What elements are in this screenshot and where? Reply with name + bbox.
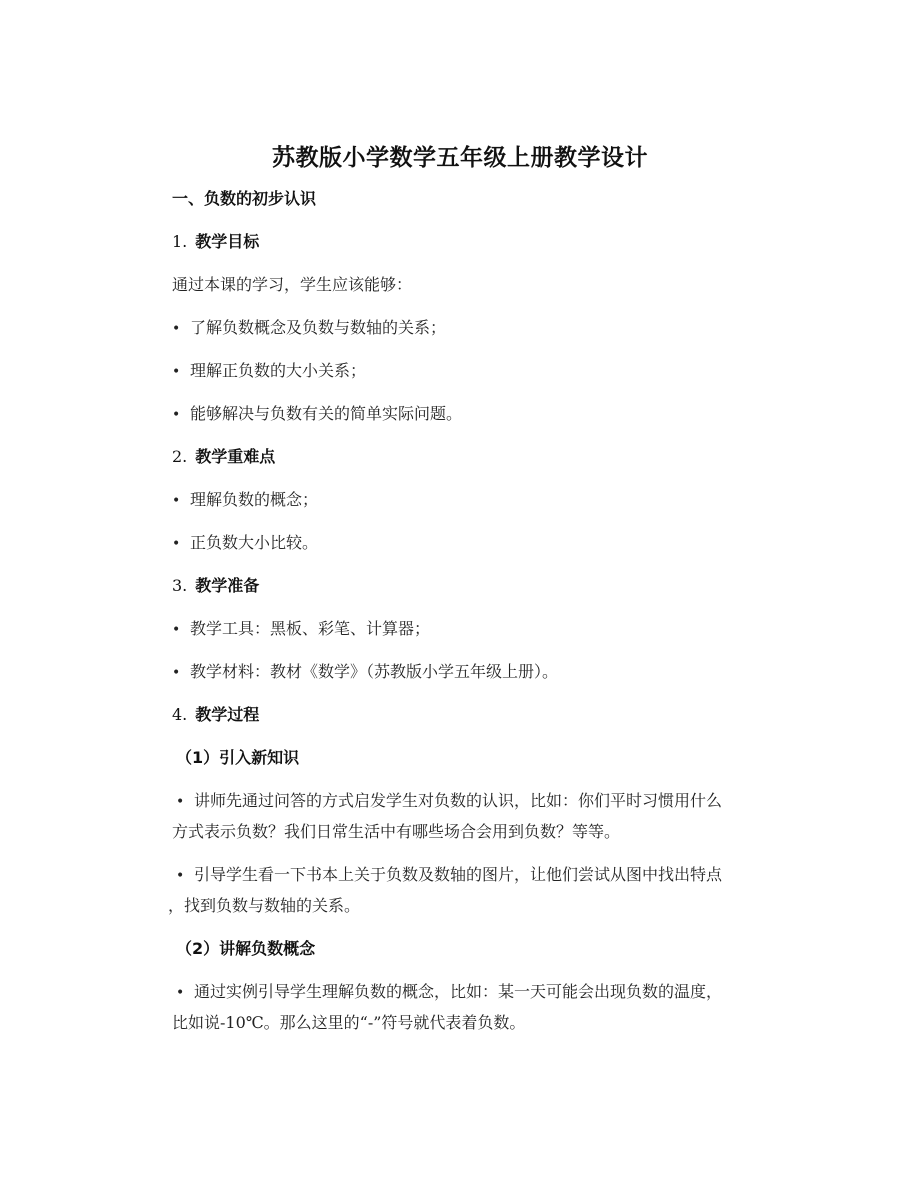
list-item-text: 教学工具：黑板、彩笔、计算器； bbox=[190, 619, 431, 638]
list-item-text: 理解负数的概念； bbox=[190, 490, 319, 509]
heading-label: 教学目标 bbox=[195, 232, 260, 251]
heading-number: 3. bbox=[172, 576, 188, 595]
bullet-icon: • bbox=[176, 985, 185, 1001]
paragraph-continuation: 方式表示负数？我们日常生活中有哪些场合会用到负数？等等。 bbox=[172, 822, 621, 841]
list-item bbox=[172, 360, 366, 383]
list-item-text: 理解正负数的大小关系； bbox=[190, 361, 367, 380]
heading-label: 教学过程 bbox=[195, 705, 260, 724]
bullet-icon: • bbox=[172, 536, 181, 552]
list-item-text: 正负数大小比较。 bbox=[190, 533, 319, 552]
section-heading-negative-numbers: 一、负数的初步认识 bbox=[172, 189, 317, 208]
heading-number: 1. bbox=[172, 232, 188, 251]
paragraph-text: 通过实例引导学生理解负数的概念，比如：某一天可能会出现负数的温度， bbox=[194, 982, 723, 1001]
heading-label: 教学准备 bbox=[195, 576, 260, 595]
bullet-icon: • bbox=[172, 665, 181, 681]
list-item bbox=[172, 532, 318, 555]
list-item bbox=[172, 661, 558, 684]
paragraph-line bbox=[176, 864, 722, 887]
subheading-explain-negative-concept: （2）讲解负数概念 bbox=[176, 939, 316, 958]
list-item-text: 了解负数概念及负数与数轴的关系； bbox=[190, 318, 447, 337]
paragraph-line bbox=[176, 981, 722, 1004]
bullet-icon: • bbox=[172, 493, 181, 509]
bullet-icon: • bbox=[172, 364, 181, 380]
bullet-icon: • bbox=[176, 794, 185, 810]
heading-number: 4. bbox=[172, 705, 188, 724]
list-item bbox=[172, 403, 462, 426]
list-item bbox=[172, 489, 318, 512]
paragraph-line bbox=[176, 790, 722, 813]
objectives-intro: 通过本课的学习，学生应该能够： bbox=[172, 275, 413, 294]
subheading-introduce-knowledge: （1）引入新知识 bbox=[176, 748, 300, 767]
paragraph-text: 讲师先通过问答的方式启发学生对负数的认识，比如：你们平时习惯用什么 bbox=[194, 791, 723, 810]
list-item bbox=[172, 618, 430, 641]
heading-objectives bbox=[172, 231, 259, 253]
heading-number: 2. bbox=[172, 447, 188, 466]
heading-key-points bbox=[172, 446, 275, 468]
paragraph-text: 引导学生看一下书本上关于负数及数轴的图片，让他们尝试从图中找出特点 bbox=[194, 865, 723, 884]
list-item bbox=[172, 317, 446, 340]
heading-label: 教学重难点 bbox=[195, 447, 276, 466]
heading-process bbox=[172, 704, 259, 726]
heading-preparation bbox=[172, 575, 259, 597]
list-item-text: 教学材料：教材《数学》（苏教版小学五年级上册）。 bbox=[190, 662, 559, 681]
bullet-icon: • bbox=[176, 868, 185, 884]
bullet-icon: • bbox=[172, 321, 181, 337]
paragraph-continuation: 比如说-10℃。那么这里的“-”符号就代表着负数。 bbox=[172, 1013, 526, 1032]
paragraph-continuation: ，找到负数与数轴的关系。 bbox=[168, 896, 361, 915]
document-title: 苏教版小学数学五年级上册教学设计 bbox=[272, 145, 648, 171]
bullet-icon: • bbox=[172, 622, 181, 638]
list-item-text: 能够解决与负数有关的简单实际问题。 bbox=[190, 404, 463, 423]
bullet-icon: • bbox=[172, 407, 181, 423]
